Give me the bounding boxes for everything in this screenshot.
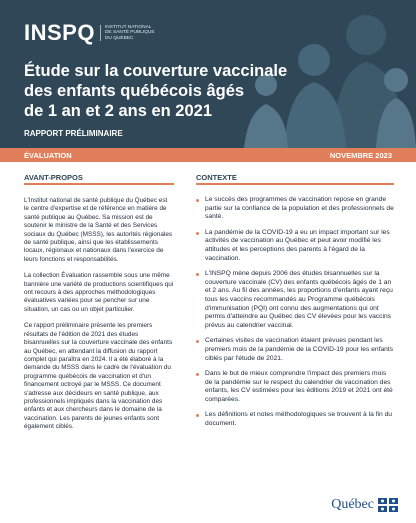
quebec-flag-icon <box>378 498 398 512</box>
avant-propos-paragraph: La collection Évaluation rassemble sous une même bannière une variété de productions scientifiques qui ont recours à des approches méthodologiques évaluatives variées pour se pencher sur une situation, un cas ou un objet particulier. <box>24 272 174 313</box>
bullet-icon <box>196 273 199 276</box>
header-banner <box>0 0 416 148</box>
contexte-heading: CONTEXTE <box>196 173 237 182</box>
contexte-item-text: Dans le but de mieux comprendre l'impact des premiers mois de la pandémie sur le respect du calendrier de vaccination des enfants, les CV estimées pour les éditions 2019 et 2021 ont été comparées. <box>205 370 393 403</box>
contexte-item-text: La pandémie de la COVID-19 a eu un impact important sur les activités de vaccination au Québec et peut avoir modifié les attitudes et les perceptions des parents à l'égard de la vaccination. <box>205 228 390 262</box>
contexte-list-item <box>196 337 394 363</box>
publication-date: NOVEMBRE 2023 <box>329 151 392 160</box>
document-title <box>24 61 344 121</box>
quebec-logo <box>331 497 398 513</box>
contexte-list-item <box>196 229 394 263</box>
contexte-list-item <box>196 370 394 404</box>
contexte-list-item <box>196 411 394 428</box>
logo-subtitle <box>100 25 155 42</box>
title-line: Étude sur la couverture vaccinale <box>24 62 288 80</box>
quebec-wordmark: Québec <box>331 497 374 512</box>
contexte-list-item <box>196 270 394 330</box>
contexte-item-text: Le succès des programmes de vaccination repose en grande partie sur la confiance de la population et des professionnels de santé. <box>205 196 394 221</box>
bullet-icon <box>196 414 199 417</box>
title-line: des enfants québécois âgés <box>24 82 245 100</box>
avant-propos-heading: AVANT-PROPOS <box>24 173 83 182</box>
contexte-item-text: Les définitions et notes méthodologiques se trouvent à la fin du document. <box>205 411 393 428</box>
logo-subtitle-line: INSTITUT NATIONAL <box>104 24 152 30</box>
contexte-divider <box>196 183 394 185</box>
report-type-label: RAPPORT PRÉLIMINAIRE <box>24 129 123 138</box>
logo-subtitle-line: DE SANTÉ PUBLIQUE <box>104 30 155 36</box>
bullet-icon <box>196 232 199 235</box>
bullet-icon <box>196 199 199 202</box>
bullet-icon <box>196 340 199 343</box>
bullet-icon <box>196 373 199 376</box>
contexte-list <box>196 196 394 429</box>
inspq-logo <box>24 20 155 46</box>
avant-propos-divider <box>24 183 174 185</box>
contexte-item-text: L'INSPQ mène depuis 2006 des études bisannuelles sur la couverture vaccinale (CV) des enfants québécois âgés de 1 an et 2 ans. Au fil des années, les proportions d'enfants ayant reçu tous les vaccins recommandés au Programme québécois d'immunisation (PQI) ont connu des augmentations qui ont permis d'atteindre au Québec des CV élevées pour les vaccins prévus au calendrier vaccinal. <box>205 270 393 329</box>
contexte-item-text: Certaines visites de vaccination étaient prévues pendant les premiers mois de la pandémie de la COVID-19 pour les enfants ciblés par l'étude de 2021. <box>205 337 394 362</box>
avant-propos-paragraph: Ce rapport préliminaire présente les premiers résultats de l'édition de 2021 des études bisannuelles sur la couverture vaccinale des enfants au Québec, en attendant la diffusion du rapport complet qui paraîtra en 2024. Il a été élaboré à la demande du MSSS dans le cadre de l'évaluation du programme québécois de vaccination et d'un financement octroyé par le MSSS. Ce document s'adresse aux décideurs en santé publique, aux professionnels impliqués dans la vaccination des enfants et aux chercheurs dans le domaine de la vaccination. Les parents de jeunes enfants sont également ciblés. <box>24 322 173 431</box>
avant-propos-paragraph: L'Institut national de santé publique du Québec est le centre d'expertise et de référence en matière de santé publique au Québec. Sa mission est de soutenir le ministre de la Santé et des Services sociaux du Québec (MSSS), les autorités régionales de santé publique, ainsi que les établissements locaux, régionaux et nationaux dans l'exercice de leurs fonctions et responsabilités. <box>24 197 173 263</box>
contexte-list-item <box>196 196 394 222</box>
collection-label: ÉVALUATION <box>24 151 72 160</box>
logo-wordmark: INSPQ <box>24 20 95 45</box>
avant-propos-body <box>24 197 174 440</box>
logo-subtitle-line: DU QUÉBEC <box>104 35 134 41</box>
title-line: de 1 an et 2 ans en 2021 <box>24 102 213 120</box>
contexte-body <box>196 196 394 436</box>
